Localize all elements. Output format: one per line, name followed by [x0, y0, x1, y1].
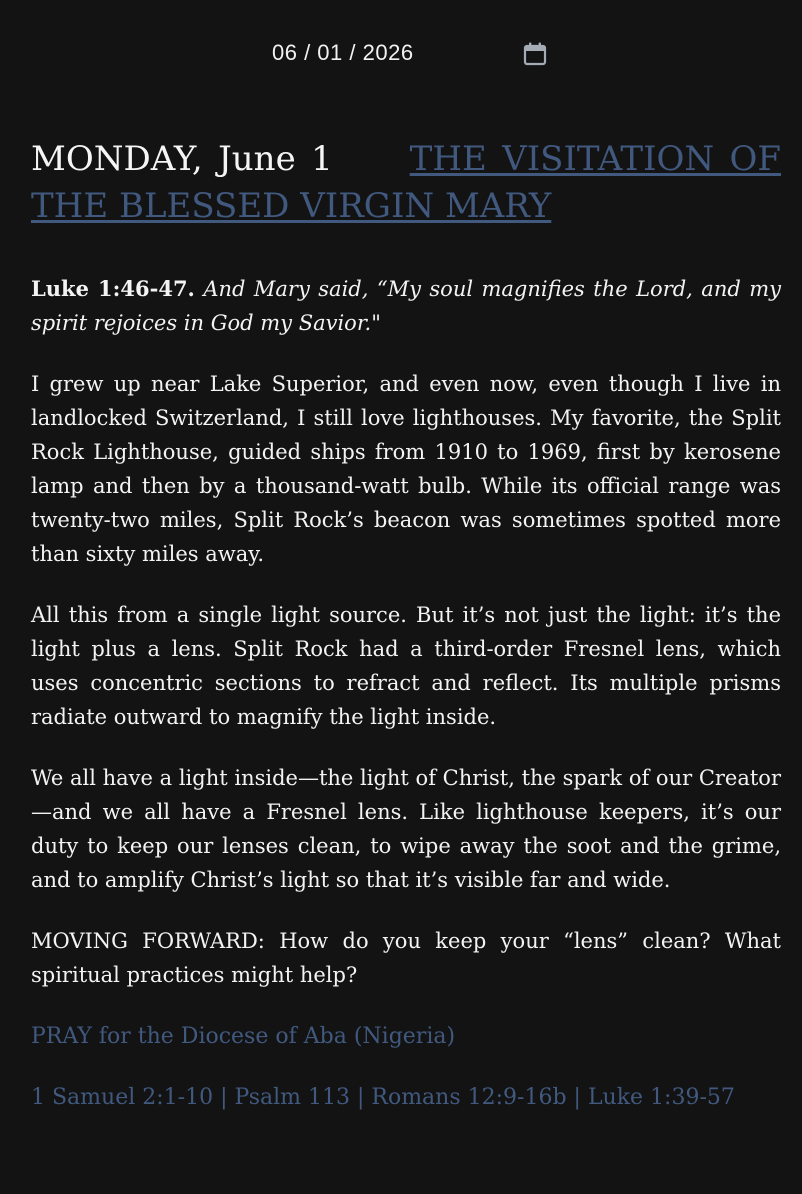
prayer-link[interactable]: PRAY for the Diocese of Aba (Nigeria): [31, 1024, 456, 1049]
body-paragraph-1: I grew up near Lake Superior, and even now, even though I live in landlocked Switzerland, I still love lighthouses. My favorite, the Split Rock Lighthouse, guided ships from 1910 to 1969, first by kerosene lamp and then by a thousand-watt bulb. While its official range was twenty-two miles, Split Rock’s beacon was sometimes spotted more than sixty miles away.: [31, 372, 781, 566]
body-paragraph-3: We all have a light inside—the light of Christ, the spark of our Creator—and we all have a Fresnel lens. Like lighthouse keepers, it’s our duty to keep our lenses clean, to wipe away the soot and the grime, and to amplify Christ’s light so that it’s visible far and wide.: [31, 766, 781, 892]
feast-link[interactable]: THE VISITATION OF THE BLESSED VIRGIN MARY: [31, 139, 781, 226]
devotion-content: [31, 136, 781, 1115]
scripture-verse: [31, 272, 781, 340]
date-picker[interactable]: [0, 36, 802, 76]
date-input[interactable]: 06 / 01 / 2026: [272, 40, 414, 65]
verse-text: And Mary said, “My soul magnifies the Lord, and my spirit rejoices in God my Savior.": [31, 277, 782, 335]
day-label: MONDAY,: [31, 139, 203, 179]
date-label: June 1: [218, 139, 333, 179]
verse-reference: Luke 1:46-47.: [31, 276, 195, 301]
page-title: [31, 136, 781, 230]
body-paragraph-2: All this from a single light source. But it’s not just the light: it’s the light plus a lens. Split Rock had a third-order Fresnel lens, which uses concentric sections to refract and reflect. Its multiple prisms radiate outward to magnify the light inside.: [31, 603, 781, 729]
calendar-icon[interactable]: [522, 41, 548, 67]
moving-forward-prompt: MOVING FORWARD: How do you keep your “lens” clean? What spiritual practices might help?: [31, 929, 781, 987]
readings-link[interactable]: 1 Samuel 2:1-10 | Psalm 113 | Romans 12:9-16b | Luke 1:39-57: [31, 1085, 735, 1110]
